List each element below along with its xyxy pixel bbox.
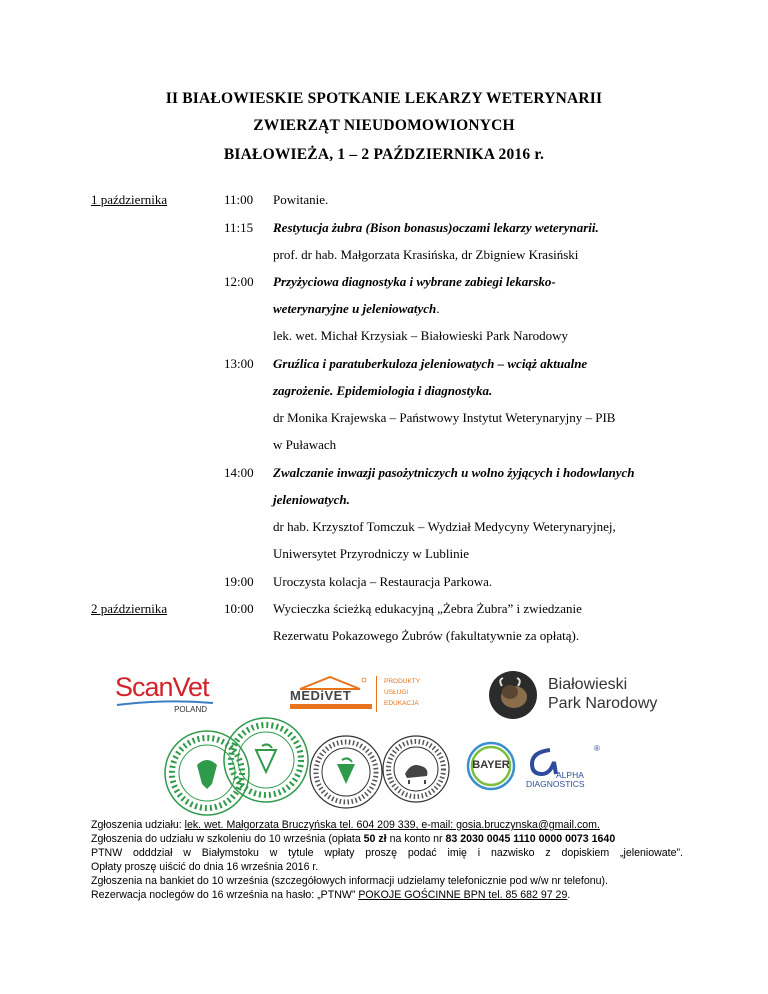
lecture-title-cont [273,301,439,317]
day1-label: 1 października [91,192,168,207]
time-1400: 14:00 [224,465,254,480]
time-1300: 13:00 [224,356,254,371]
page-title-line2: ZWIERZĄT NIEUDOMOWIONYCH [253,117,515,134]
medivet-tag1: PRODUKTY [384,678,421,685]
account-number: 83 2030 0045 1110 0000 0073 1640 [445,833,616,845]
time-1000: 10:00 [224,601,254,616]
lecture-title: Gruźlica i paratuberkuloza jeleniowatych – wciąż aktualne [273,356,588,371]
item-excursion-cont: Rezerwatu Pokazowego Żubrów (fakultatywnie za opłatą). [273,628,580,643]
scanvet-name: ScanVet [115,672,209,702]
bayer-logo [466,741,516,791]
lecture-speaker: dr Monika Krajewska – Państwowy Instytut Weterynaryjny – PIB [273,410,616,425]
ptnw-wschodnia-seal-icon [308,734,384,810]
lecture-title-line2: weterynaryjne u jeleniowatych [273,301,437,316]
footer-line6 [91,888,683,902]
accommodation-link[interactable]: POKOJE GOŚCINNE BPN tel. 85 682 97 29 [358,889,568,901]
item-welcome: Powitanie. [273,192,329,207]
lecture-speaker-cont: Uniwersytet Przyrodniczy w Lublinie [273,546,470,561]
page-title-line1: II BIAŁOWIESKIE SPOTKANIE LEKARZY WETERYNARII [165,90,603,107]
lecture-speaker-cont: w Puławach [273,437,337,452]
scanvet-logo [115,672,215,718]
footer-registration-label: Zgłoszenia udziału: [91,819,185,831]
fee-amount: 50 zł [363,833,387,845]
bpn-line1: Białowieski [548,676,628,693]
lecture-title: Przyżyciowa diagnostyka i wybrane zabiegi lekarsko- [273,274,556,289]
alpha-registered-icon: ® [594,744,600,753]
footer-accommodation-text: Rezerwacja noclegów do 16 września na hasło: „PTNW” [91,889,359,901]
bpn-line2: Park Narodowy [548,695,658,712]
time-1115: 11:15 [224,220,254,235]
contact-link[interactable]: lek. wet. Małgorzata Bruczyńska tel. 604 209 339, e-mail: gosia.bruczynska@gmail.com. [184,819,600,831]
footer-line2 [91,832,683,846]
footer-period: . [567,889,571,901]
footer-line5: Zgłoszenia na bankiet do 10 września (szczegółowych informacji udzielamy telefonicznie pod w/w nr telefonu). [91,875,608,887]
bayer-name: BAYER [472,759,510,771]
lecture-title-dot: . [436,301,440,316]
alpha-diagnostics-logo [526,744,606,792]
lecture-title: Zwalczanie inwazji pasożytniczych u wolno żyjących i hodowlanych [273,465,635,480]
time-1100: 11:00 [224,192,254,207]
day2-label: 2 października [91,601,168,616]
page-title-line3: BIAŁOWIEŻA, 1 – 2 PAŹDZIERNIKA 2016 r. [223,146,545,163]
alpha-line1: ALPHA [556,770,584,780]
footer-line4: Opłaty proszę uiścić do dnia 16 września 2016 r. [91,861,319,873]
bpn-logo [488,670,688,722]
lecture-title-line2: jeleniowatych. [273,492,350,507]
time-1200: 12:00 [224,274,254,289]
alpha-line2: DIAGNOSTICS [526,779,585,789]
medivet-divider [376,676,377,712]
footer-line3: PTNW odddział w Białymstoku w tytule wpłaty proszę podać imię i nazwisko z dopiskiem „jeleniowate”. [91,847,683,859]
alpha-mark-icon [526,748,558,776]
lecture-speaker: dr hab. Krzysztof Tomczuk – Wydział Medycyny Weterynaryjnej, [273,519,616,534]
ptnw-warszawa-seal-icon [222,716,310,804]
bison-emblem-icon [488,670,538,720]
item-excursion: Wycieczka ścieżką edukacyjną „Żebra Żubra” i zwiedzanie [273,601,582,616]
medivet-name: MEDiVET [290,688,352,703]
footer-account-text: na konto nr [386,833,446,845]
lecture-speaker: prof. dr hab. Małgorzata Krasińska, dr Zbigniew Krasiński [273,247,579,262]
time-1900: 19:00 [224,574,254,589]
lecture-speaker: lek. wet. Michał Krzysiak – Białowieski Park Narodowy [273,328,568,343]
footer-line1 [91,818,683,832]
medivet-stripe-icon [290,704,372,710]
item-dinner: Uroczysta kolacja – Restauracja Parkowa. [273,574,493,589]
medivet-tag2: USŁUGI [384,689,409,696]
registration-info [91,818,683,902]
footer-fee-text: Zgłoszenia do udziału w szkoleniu do 10 września (opłata [91,833,364,845]
scanvet-sub: POLAND [174,705,207,714]
lecture-title-line2: zagrożenie. Epidemiologia i diagnostyka. [273,383,493,398]
ptnw-podlaski-seal-icon [381,734,451,804]
medivet-tag3: EDUKACJA [384,700,419,707]
lecture-title: Restytucja żubra (Bison bonasus)oczami lekarzy weterynarii. [273,220,599,235]
medivet-logo [290,676,440,716]
